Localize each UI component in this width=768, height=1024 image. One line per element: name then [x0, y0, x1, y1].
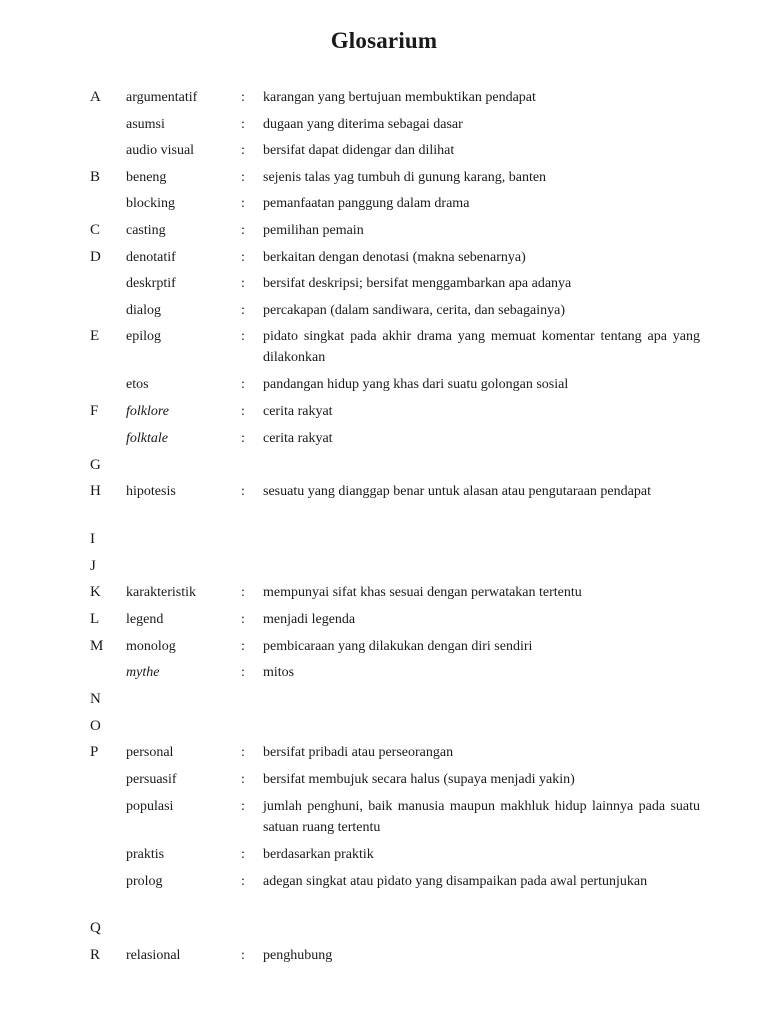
glossary-definition: bersifat dapat didengar dan dilihat — [263, 143, 455, 158]
glossary-term: casting — [126, 223, 166, 238]
term-separator: : — [241, 585, 245, 600]
term-separator: : — [241, 431, 245, 446]
glossary-term: prolog — [126, 874, 163, 889]
glossary-term: praktis — [126, 847, 165, 862]
glossary-term: folklore — [126, 404, 170, 419]
section-letter: D — [90, 249, 101, 265]
term-separator: : — [241, 404, 245, 419]
term-separator: : — [241, 948, 245, 963]
glossary-definition: cerita rakyat — [263, 404, 333, 419]
glossary-term: hipotesis — [126, 484, 176, 499]
glossary-definition: mitos — [263, 665, 295, 680]
section-letter: C — [90, 222, 101, 238]
glossary-term: deskrptif — [126, 276, 176, 291]
glossary-term: epilog — [126, 329, 161, 344]
glossary-definition: pidato singkat pada akhir drama yang memuat komentar tentang apa yang dilakonkan — [263, 329, 700, 365]
glossary-definition: cerita rakyat — [263, 431, 333, 446]
section-letter: Q — [90, 920, 101, 936]
section-letter: H — [90, 483, 101, 499]
glossary-definition: mempunyai sifat khas sesuai dengan perwatakan tertentu — [263, 585, 582, 600]
glossary-term: relasional — [126, 948, 181, 963]
term-separator: : — [241, 143, 245, 158]
glossary-term: persuasif — [126, 772, 177, 787]
term-separator: : — [241, 847, 245, 862]
section-letter: J — [90, 558, 96, 574]
term-separator: : — [241, 484, 245, 499]
term-separator: : — [241, 799, 245, 814]
glossary-definition: berkaitan dengan denotasi (makna sebenarnya) — [263, 250, 526, 265]
term-separator: : — [241, 745, 245, 760]
glossary-definition: bersifat deskripsi; bersifat menggambarkan apa adanya — [263, 276, 572, 291]
glossary-definition: berdasarkan praktik — [263, 847, 374, 862]
glossary-definition: sejenis talas yag tumbuh di gunung karang, banten — [263, 170, 547, 185]
glossary-term: karakteristik — [126, 585, 196, 600]
glossary-definition: karangan yang bertujuan membuktikan pendapat — [263, 90, 536, 105]
glossary-definition: pemanfaatan panggung dalam drama — [263, 196, 470, 211]
section-letter: M — [90, 638, 104, 654]
term-separator: : — [241, 665, 245, 680]
term-separator: : — [241, 117, 245, 132]
section-letter: K — [90, 584, 101, 600]
term-separator: : — [241, 612, 245, 627]
glossary-definition: pandangan hidup yang khas dari suatu golongan sosial — [263, 377, 569, 392]
glossary-term: personal — [126, 745, 174, 760]
section-letter: E — [90, 328, 100, 344]
term-separator: : — [241, 223, 245, 238]
term-separator: : — [241, 276, 245, 291]
glossary-definition: menjadi legenda — [263, 612, 356, 627]
glossary-definition: dugaan yang diterima sebagai dasar — [263, 117, 463, 132]
term-separator: : — [241, 90, 245, 105]
glossary-term: blocking — [126, 196, 175, 211]
section-letter: I — [90, 531, 95, 547]
term-separator: : — [241, 329, 245, 344]
glossary-term: legend — [126, 612, 164, 627]
section-letter: L — [90, 611, 100, 627]
section-letter: G — [90, 457, 101, 473]
glossary-term: audio visual — [126, 143, 195, 158]
term-separator: : — [241, 377, 245, 392]
term-separator: : — [241, 303, 245, 318]
glossary-definition: percakapan (dalam sandiwara, cerita, dan sebagainya) — [263, 303, 566, 318]
glossary-term: etos — [126, 377, 149, 392]
term-separator: : — [241, 170, 245, 185]
glossary-term: denotatif — [126, 250, 176, 265]
glossary-term: populasi — [126, 799, 174, 814]
glossary-term: argumentatif — [126, 90, 198, 105]
glossary-definition: bersifat membujuk secara halus (supaya menjadi yakin) — [263, 772, 575, 787]
glossary-definition: bersifat pribadi atau perseorangan — [263, 745, 454, 760]
glossary-definition: sesuatu yang dianggap benar untuk alasan atau pengutaraan pendapat — [263, 484, 651, 499]
section-letter: P — [90, 744, 99, 760]
glossary-term: monolog — [126, 639, 176, 654]
glossary-definition: adegan singkat atau pidato yang disampaikan pada awal pertunjukan — [263, 874, 648, 889]
section-letter: N — [90, 691, 101, 707]
glossary-definition: jumlah penghuni, baik manusia maupun makhluk hidup lainnya pada suatu satuan ruang tertentu — [263, 799, 700, 835]
term-separator: : — [241, 772, 245, 787]
section-letter: F — [90, 403, 99, 419]
section-letter: R — [90, 947, 101, 963]
glossary-definition: pemilihan pemain — [263, 223, 364, 238]
section-letter: O — [90, 718, 101, 734]
term-separator: : — [241, 639, 245, 654]
glossary-term: asumsi — [126, 117, 165, 132]
glossary-term: folktale — [126, 431, 168, 446]
section-letter: B — [90, 169, 101, 185]
page-title: Glosarium — [330, 28, 438, 53]
glossary-definition: penghubung — [263, 948, 333, 963]
glossary-term: mythe — [126, 665, 160, 680]
term-separator: : — [241, 874, 245, 889]
glossary-term: dialog — [126, 303, 161, 318]
term-separator: : — [241, 250, 245, 265]
section-letter: A — [90, 89, 101, 105]
glossary-term: beneng — [126, 170, 167, 185]
glossary-definition: pembicaraan yang dilakukan dengan diri sendiri — [263, 639, 533, 654]
term-separator: : — [241, 196, 245, 211]
